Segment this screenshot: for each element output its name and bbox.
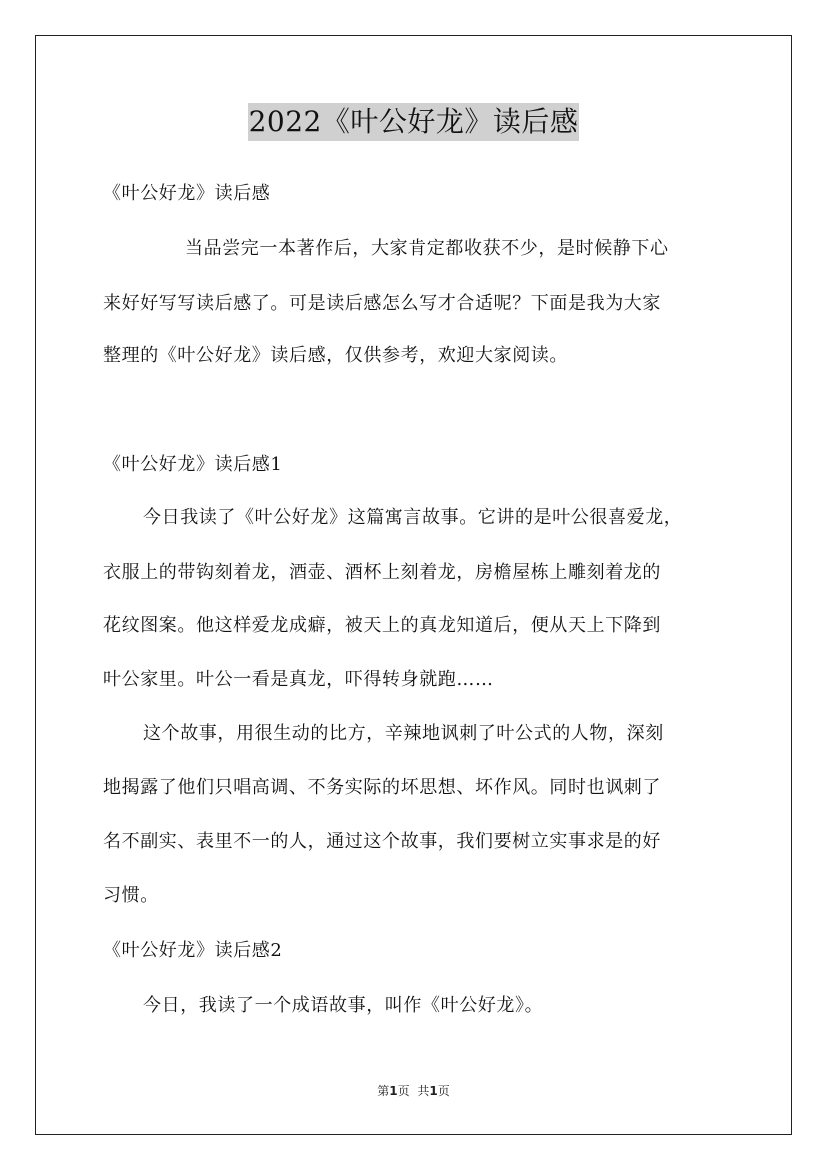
section2-paragraph1-line: 今日，我读了一个成语故事，叫作《叶公好龙》。 — [143, 995, 544, 1016]
section1-paragraph1-line: 衣服上的带钩刻着龙，酒壶、酒杯上刻着龙，房檐屋栋上雕刻着龙的 — [103, 562, 661, 583]
title-wrap — [0, 103, 827, 141]
intro-line: 整理的《叶公好龙》读后感，仅供参考，欢迎大家阅读。 — [103, 345, 568, 366]
section1-paragraph1-line: 花纹图案。他这样爱龙成癖，被天上的真龙知道后，便从天上下降到 — [103, 615, 661, 636]
footer-total-suffix: 页 — [437, 1084, 450, 1098]
section2-heading: 《叶公好龙》读后感2 — [103, 940, 283, 961]
footer-page-prefix: 第 — [377, 1084, 390, 1098]
section1-paragraph2-line: 习惯。 — [103, 885, 159, 906]
intro-line: 来好好写写读后感了。可是读后感怎么写才合适呢？下面是我为大家 — [103, 293, 661, 314]
section1-paragraph2-line: 名不副实、表里不一的人，通过这个故事，我们要树立实事求是的好 — [103, 831, 661, 852]
section1-paragraph1-line: 叶公家里。叶公一看是真龙，吓得转身就跑…… — [103, 669, 494, 690]
footer-total-prefix: 共 — [417, 1084, 430, 1098]
section1-paragraph2-line: 地揭露了他们只唱高调、不务实际的坏思想、坏作风。同时也讽刺了 — [103, 777, 661, 798]
footer-page-number: 1 — [389, 1084, 398, 1098]
section1-paragraph2-line: 这个故事，用很生动的比方，辛辣地讽刺了叶公式的人物，深刻 — [143, 723, 664, 744]
document-subtitle: 《叶公好龙》读后感 — [103, 183, 271, 204]
document-title: 2022《叶公好龙》读后感 — [248, 103, 580, 141]
intro-line: 当品尝完一本著作后，大家肯定都收获不少，是时候静下心 — [185, 238, 669, 259]
section1-paragraph1-line: 今日我读了《叶公好龙》这篇寓言故事。它讲的是叶公很喜爱龙， — [143, 507, 683, 528]
footer-page-suffix: 页 — [397, 1084, 410, 1098]
footer-total-number: 1 — [429, 1084, 438, 1098]
page-footer — [0, 1083, 827, 1099]
section1-heading: 《叶公好龙》读后感1 — [103, 454, 283, 475]
